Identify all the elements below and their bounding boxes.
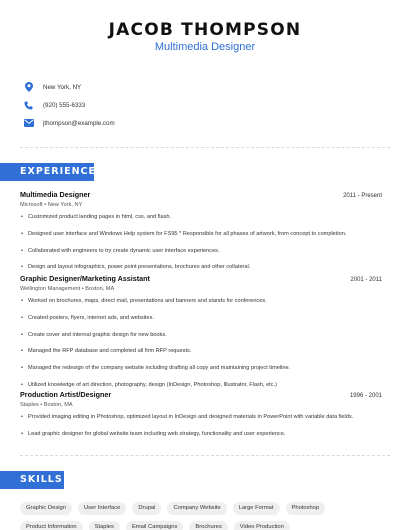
contact-email (20, 114, 390, 132)
job-entry (20, 390, 382, 448)
skill-chip: Large Format (233, 502, 280, 515)
skill-chip: Drupal (132, 502, 161, 515)
job-dates: 2001 - 2011 (350, 277, 382, 283)
skill-chip: Graphic Design (20, 502, 72, 515)
list-item: • Create cover and internal graphic design for new books. (20, 332, 382, 349)
job-company: Microsoft • New York, NY (20, 202, 83, 208)
list-item: • Design and layout infographics, power point presentations, brochures and other collateral. (20, 264, 382, 281)
job-title: Production Artist/Designer (20, 390, 112, 399)
list-item: • Customized product landing pages in html, css, and flash. (20, 214, 382, 231)
skill-chip: Email Campaigns (126, 521, 183, 530)
contact-phone (20, 96, 390, 114)
job-company: Wellington Management • Boston, MA (20, 286, 115, 292)
job-bullets (20, 414, 382, 448)
experience-heading: EXPERIENCE (0, 163, 94, 181)
list-item: • Managed the RFP database and completed all firm RFP requests. (20, 348, 382, 365)
skill-chip: Staples (89, 521, 120, 530)
job-bullets (20, 214, 382, 281)
job-entry (20, 190, 382, 281)
email-icon (22, 117, 35, 130)
job-dates: 1996 - 2001 (349, 393, 382, 399)
list-item: • Collaborated with engineers to try create dynamic user interface experiences. (20, 248, 382, 265)
skills-list (20, 502, 390, 530)
list-item: • Created posters, flyers, internet ads, and websites. (20, 315, 382, 332)
skill-chip: Brochures (189, 521, 227, 530)
job-bullets (20, 298, 382, 399)
contact-email-text: jthompson@example.com (43, 119, 115, 127)
list-item: • Lead graphic designer for global website team including web strategy, functionality and user experience. (20, 431, 382, 448)
skill-chip: Company Website (167, 502, 226, 515)
divider (20, 147, 390, 148)
resume-job-title: Multimedia Designer (154, 41, 256, 53)
skills-heading: SKILLS (0, 471, 64, 489)
skill-chip: Photoshop (286, 502, 326, 515)
phone-icon (22, 99, 35, 112)
contact-phone-text: (920) 555-6333 (43, 101, 86, 109)
job-title: Graphic Designer/Marketing Assistant (20, 274, 150, 283)
job-entry (20, 274, 382, 399)
divider (20, 455, 390, 456)
contact-location-text: New York, NY (43, 83, 82, 91)
contact-location (20, 78, 390, 96)
job-dates: 2011 - Present (343, 193, 382, 199)
list-item: • Worked on brochures, maps, direct mail, presentations and banners and stands for conferences. (20, 298, 382, 315)
contact-info (20, 78, 390, 132)
list-item: • Managed the redesign of the company website including drafting all copy and maintaining project timeline. (20, 365, 382, 382)
job-title: Multimedia Designer (20, 190, 91, 199)
location-pin-icon (22, 81, 35, 94)
job-company: Staples • Boston, MA (20, 402, 73, 408)
list-item: • Designed user interface and Windows Help system for FS95 * Responsible for all phases of artwork, from concept to completion. (20, 231, 382, 248)
skill-chip: Product Information (20, 521, 83, 530)
skill-chip: User Interface (78, 502, 126, 515)
skill-chip: Video Production (234, 521, 290, 530)
list-item: • Utilized knowledge of art direction, photography, design (InDesign, Photoshop, Illustrator, Flash, etc.) (20, 382, 382, 399)
resume-name: JACOB THOMPSON (108, 20, 302, 40)
list-item: • Provided imaging editing in Photoshop, optimized layout in InDesign and designed materials in PowerPoint with variable data fields. (20, 414, 382, 431)
